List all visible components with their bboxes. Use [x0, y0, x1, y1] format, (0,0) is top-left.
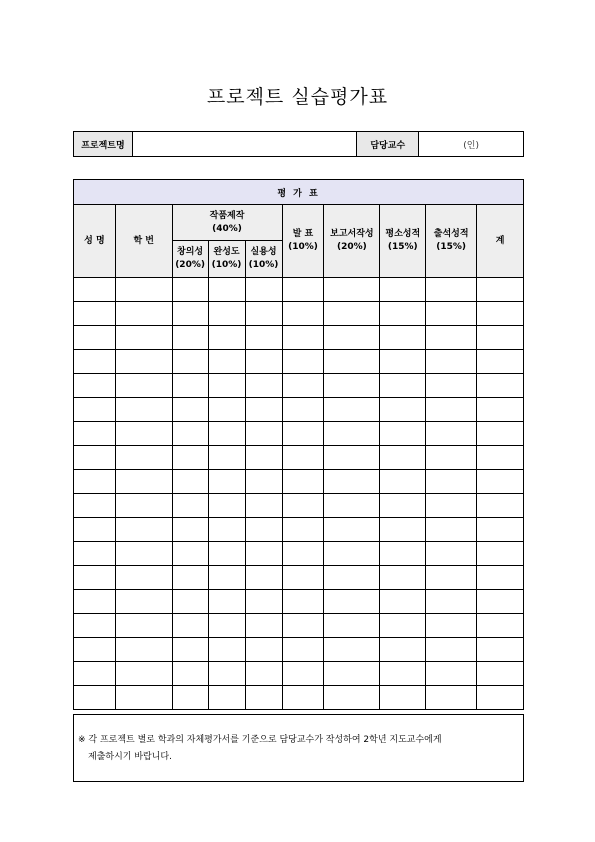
table-cell[interactable]	[208, 518, 245, 542]
table-cell[interactable]	[74, 638, 116, 662]
table-cell[interactable]	[172, 566, 208, 590]
table-cell[interactable]	[208, 302, 245, 326]
table-cell[interactable]	[282, 542, 324, 566]
table-cell[interactable]	[426, 686, 477, 710]
table-cell[interactable]	[477, 542, 524, 566]
table-cell[interactable]	[426, 446, 477, 470]
table-cell[interactable]	[245, 638, 282, 662]
project-name-label: 프로젝트명	[74, 132, 133, 157]
table-cell[interactable]	[477, 518, 524, 542]
table-cell[interactable]	[208, 566, 245, 590]
table-cell[interactable]	[115, 302, 172, 326]
table-cell[interactable]	[380, 590, 426, 614]
table-cell[interactable]	[324, 398, 380, 422]
table-cell[interactable]	[380, 446, 426, 470]
table-cell[interactable]	[172, 494, 208, 518]
table-cell[interactable]	[282, 638, 324, 662]
table-cell[interactable]	[74, 494, 116, 518]
table-cell[interactable]	[208, 638, 245, 662]
table-cell[interactable]	[172, 638, 208, 662]
header-completeness: 완성도 (10%)	[208, 241, 245, 278]
table-cell[interactable]	[208, 542, 245, 566]
table-row	[74, 494, 524, 518]
header-practicality: 실용성 (10%)	[245, 241, 282, 278]
table-cell[interactable]	[115, 638, 172, 662]
header-regular-score: 평소성적 (15%)	[380, 205, 426, 278]
table-cell[interactable]	[380, 422, 426, 446]
table-cell[interactable]	[324, 470, 380, 494]
table-cell[interactable]	[74, 374, 116, 398]
table-cell[interactable]	[426, 494, 477, 518]
table-row	[74, 638, 524, 662]
table-row	[74, 302, 524, 326]
table-cell[interactable]	[208, 686, 245, 710]
table-cell[interactable]	[426, 326, 477, 350]
table-cell[interactable]	[245, 350, 282, 374]
table-row	[74, 350, 524, 374]
table-cell[interactable]	[426, 398, 477, 422]
table-cell[interactable]	[380, 518, 426, 542]
note-line-2: 제출하시기 바랍니다.	[88, 752, 172, 762]
table-cell[interactable]	[380, 302, 426, 326]
table-cell[interactable]	[477, 566, 524, 590]
table-cell[interactable]	[245, 446, 282, 470]
table-cell[interactable]	[324, 422, 380, 446]
table-cell[interactable]	[245, 470, 282, 494]
table-cell[interactable]	[115, 662, 172, 686]
table-cell[interactable]	[74, 614, 116, 638]
table-cell[interactable]	[324, 542, 380, 566]
table-cell[interactable]	[172, 326, 208, 350]
table-cell[interactable]	[324, 614, 380, 638]
table-cell[interactable]	[282, 326, 324, 350]
table-row	[74, 422, 524, 446]
table-cell[interactable]	[245, 374, 282, 398]
table-cell[interactable]	[324, 686, 380, 710]
header-name: 성 명	[74, 205, 116, 278]
table-cell[interactable]	[245, 614, 282, 638]
table-cell[interactable]	[380, 398, 426, 422]
table-row	[74, 542, 524, 566]
table-cell[interactable]	[172, 590, 208, 614]
table-cell[interactable]	[426, 542, 477, 566]
table-cell[interactable]	[324, 278, 380, 302]
header-student-id: 학 번	[115, 205, 172, 278]
table-cell[interactable]	[115, 566, 172, 590]
table-cell[interactable]	[282, 398, 324, 422]
table-cell[interactable]	[282, 686, 324, 710]
table-cell[interactable]	[426, 422, 477, 446]
table-cell[interactable]	[172, 398, 208, 422]
table-cell[interactable]	[380, 374, 426, 398]
table-cell[interactable]	[208, 278, 245, 302]
table-cell[interactable]	[282, 422, 324, 446]
table-row	[74, 614, 524, 638]
table-cell[interactable]	[172, 614, 208, 638]
header-creativity: 창의성 (20%)	[172, 241, 208, 278]
table-cell[interactable]	[245, 398, 282, 422]
table-cell[interactable]	[115, 422, 172, 446]
table-cell[interactable]	[380, 662, 426, 686]
professor-label: 담당교수	[357, 132, 419, 157]
table-row	[74, 686, 524, 710]
table-row	[74, 398, 524, 422]
table-cell[interactable]	[477, 686, 524, 710]
table-cell[interactable]	[477, 326, 524, 350]
table-cell[interactable]	[208, 350, 245, 374]
table-cell[interactable]	[380, 494, 426, 518]
table-cell[interactable]	[172, 350, 208, 374]
table-cell[interactable]	[282, 278, 324, 302]
table-cell[interactable]	[115, 374, 172, 398]
table-cell[interactable]	[245, 662, 282, 686]
table-cell[interactable]	[324, 446, 380, 470]
table-cell[interactable]	[208, 470, 245, 494]
table-cell[interactable]	[477, 446, 524, 470]
table-row	[74, 326, 524, 350]
table-cell[interactable]	[115, 590, 172, 614]
header-total: 계	[477, 205, 524, 278]
table-cell[interactable]	[208, 662, 245, 686]
table-cell[interactable]	[426, 638, 477, 662]
table-cell[interactable]	[115, 518, 172, 542]
table-cell[interactable]	[426, 302, 477, 326]
table-cell[interactable]	[245, 326, 282, 350]
table-row	[74, 278, 524, 302]
table-cell[interactable]	[115, 470, 172, 494]
table-cell[interactable]	[282, 614, 324, 638]
table-cell[interactable]	[282, 446, 324, 470]
table-cell[interactable]	[324, 350, 380, 374]
table-cell[interactable]	[426, 518, 477, 542]
table-cell[interactable]	[245, 278, 282, 302]
table-cell[interactable]	[172, 374, 208, 398]
table-cell[interactable]	[74, 446, 116, 470]
table-cell[interactable]	[380, 686, 426, 710]
table-cell[interactable]	[74, 566, 116, 590]
table-row	[74, 446, 524, 470]
table-cell[interactable]	[74, 398, 116, 422]
professor-seal-field[interactable]: (인)	[419, 132, 524, 157]
project-name-field[interactable]	[132, 132, 356, 157]
table-cell[interactable]	[324, 326, 380, 350]
table-cell[interactable]	[115, 278, 172, 302]
table-cell[interactable]	[426, 470, 477, 494]
table-cell[interactable]	[380, 350, 426, 374]
table-cell[interactable]	[74, 686, 116, 710]
table-cell[interactable]	[208, 614, 245, 638]
table-cell[interactable]	[115, 614, 172, 638]
table-cell[interactable]	[245, 302, 282, 326]
table-cell[interactable]	[74, 302, 116, 326]
table-cell[interactable]	[324, 662, 380, 686]
table-cell[interactable]	[172, 278, 208, 302]
table-cell[interactable]	[208, 326, 245, 350]
table-cell[interactable]	[245, 590, 282, 614]
table-cell[interactable]	[477, 494, 524, 518]
table-cell[interactable]	[115, 446, 172, 470]
table-cell[interactable]	[324, 638, 380, 662]
table-cell[interactable]	[324, 518, 380, 542]
table-cell[interactable]	[324, 590, 380, 614]
table-cell[interactable]	[380, 566, 426, 590]
table-cell[interactable]	[426, 662, 477, 686]
table-cell[interactable]	[208, 398, 245, 422]
table-row	[74, 518, 524, 542]
table-row	[74, 566, 524, 590]
table-cell[interactable]	[380, 638, 426, 662]
header-presentation: 발 표 (10%)	[282, 205, 324, 278]
table-cell[interactable]	[208, 422, 245, 446]
table-cell[interactable]	[115, 542, 172, 566]
table-cell[interactable]	[426, 566, 477, 590]
table-row	[74, 590, 524, 614]
table-cell[interactable]	[245, 542, 282, 566]
table-cell[interactable]	[426, 350, 477, 374]
table-cell[interactable]	[172, 422, 208, 446]
table-cell[interactable]	[74, 470, 116, 494]
table-cell[interactable]	[380, 470, 426, 494]
table-cell[interactable]	[477, 662, 524, 686]
table-cell[interactable]	[426, 614, 477, 638]
evaluation-band-title: 평 가 표	[74, 180, 524, 205]
table-cell[interactable]	[282, 494, 324, 518]
table-cell[interactable]	[477, 398, 524, 422]
project-info-table	[73, 131, 524, 157]
table-cell[interactable]	[172, 686, 208, 710]
table-cell[interactable]	[74, 350, 116, 374]
table-cell[interactable]	[172, 542, 208, 566]
table-cell[interactable]	[208, 374, 245, 398]
table-cell[interactable]	[477, 278, 524, 302]
table-cell[interactable]	[172, 518, 208, 542]
table-row	[74, 374, 524, 398]
table-cell[interactable]	[282, 350, 324, 374]
table-cell[interactable]	[245, 494, 282, 518]
table-row	[74, 470, 524, 494]
page-title: 프로젝트 실습평가표	[206, 86, 389, 108]
table-cell[interactable]	[245, 422, 282, 446]
table-cell[interactable]	[477, 350, 524, 374]
table-cell[interactable]	[477, 470, 524, 494]
table-cell[interactable]	[282, 518, 324, 542]
table-cell[interactable]	[172, 662, 208, 686]
table-cell[interactable]	[477, 638, 524, 662]
table-cell[interactable]	[324, 566, 380, 590]
table-cell[interactable]	[115, 494, 172, 518]
table-cell[interactable]	[282, 590, 324, 614]
table-cell[interactable]	[74, 542, 116, 566]
table-cell[interactable]	[426, 590, 477, 614]
table-cell[interactable]	[380, 326, 426, 350]
table-cell[interactable]	[74, 590, 116, 614]
note-box	[73, 714, 524, 782]
table-cell[interactable]	[74, 326, 116, 350]
table-cell[interactable]	[282, 302, 324, 326]
table-cell[interactable]	[380, 278, 426, 302]
table-cell[interactable]	[74, 278, 116, 302]
table-cell[interactable]	[245, 686, 282, 710]
table-cell[interactable]	[426, 374, 477, 398]
table-cell[interactable]	[74, 662, 116, 686]
table-cell[interactable]	[282, 470, 324, 494]
table-cell[interactable]	[208, 494, 245, 518]
header-attendance: 출석성적 (15%)	[426, 205, 477, 278]
table-cell[interactable]	[324, 494, 380, 518]
table-cell[interactable]	[477, 590, 524, 614]
table-cell[interactable]	[115, 350, 172, 374]
table-cell[interactable]	[380, 542, 426, 566]
note-line-1: ※ 각 프로젝트 별로 학과의 자체평가서를 기준으로 담당교수가 작성하여 2학년 지도교수에게	[78, 735, 442, 745]
table-cell[interactable]	[74, 518, 116, 542]
table-cell[interactable]	[172, 470, 208, 494]
table-cell[interactable]	[282, 374, 324, 398]
table-cell[interactable]	[208, 446, 245, 470]
table-cell[interactable]	[282, 662, 324, 686]
table-cell[interactable]	[324, 302, 380, 326]
table-cell[interactable]	[426, 278, 477, 302]
evaluation-table	[73, 179, 524, 710]
table-cell[interactable]	[324, 374, 380, 398]
table-cell[interactable]	[477, 614, 524, 638]
table-cell[interactable]	[282, 566, 324, 590]
table-cell[interactable]	[208, 590, 245, 614]
table-cell[interactable]	[477, 422, 524, 446]
table-cell[interactable]	[74, 422, 116, 446]
table-cell[interactable]	[477, 374, 524, 398]
table-cell[interactable]	[380, 614, 426, 638]
table-cell[interactable]	[172, 302, 208, 326]
header-work: 작품제작 (40%)	[172, 205, 282, 241]
table-row	[74, 662, 524, 686]
table-cell[interactable]	[115, 686, 172, 710]
header-report: 보고서작성 (20%)	[324, 205, 380, 278]
table-cell[interactable]	[245, 518, 282, 542]
table-cell[interactable]	[477, 302, 524, 326]
table-cell[interactable]	[115, 326, 172, 350]
table-cell[interactable]	[115, 398, 172, 422]
table-cell[interactable]	[172, 446, 208, 470]
table-cell[interactable]	[245, 566, 282, 590]
